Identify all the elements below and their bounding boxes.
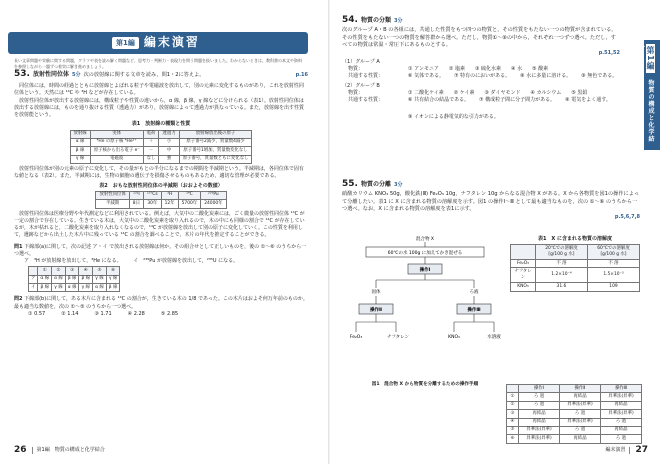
choice[interactable]: ③ ダイヤモンド bbox=[484, 89, 521, 96]
half-life-table bbox=[95, 191, 226, 209]
cell: 原子番号2減少，質量数4減少 bbox=[179, 138, 252, 146]
choice[interactable]: ⑥ 共有結合の結晶である。 bbox=[408, 97, 470, 104]
choice[interactable]: ④ 水 bbox=[511, 66, 523, 73]
th: 電荷 bbox=[143, 130, 159, 138]
cell: ナフタレン bbox=[511, 268, 536, 283]
th[interactable]: ⑤ bbox=[93, 267, 107, 275]
paragraph-3: 放射性同位体が別の元素の原子に変化して，その量がもとの半分になるまでの期間を半減期という。半減期は，各同位体で固有な値となる（表2）。また，半減期には，生物の細胞の遺伝子を損傷させるものもあるため，適切な管理が必要である。 bbox=[14, 166, 304, 180]
choice[interactable]: ⑦ 特有のにおいがある。 bbox=[454, 73, 511, 80]
question-time: 5分 bbox=[71, 72, 81, 78]
cell: γ 線 bbox=[79, 284, 93, 292]
choice[interactable]: ⑦ 構成粒子間に分子間力がある。 bbox=[479, 97, 556, 104]
node-filtrate: ろ液 bbox=[469, 290, 479, 295]
intro-text: 長い文章問題や実験に関する問題，グラフや表を読み解く問題など，思考力・判断力・表現力を問う問題を扱いました。わからないときは，教科書の本文や資料を参照しながら一題ずつ着実に解き進めましょう。 bbox=[14, 58, 302, 69]
cell: ろ 過 bbox=[519, 393, 560, 401]
cell: 12年 bbox=[161, 200, 178, 208]
cell: 31.6 bbox=[535, 283, 587, 291]
cell: イ bbox=[29, 284, 38, 292]
cell: ⑥ bbox=[507, 435, 519, 443]
left-footer bbox=[14, 444, 105, 457]
node-water: 水溶液 bbox=[487, 335, 501, 340]
cell: ろ 過 bbox=[600, 435, 641, 443]
table-row bbox=[70, 155, 252, 163]
th: 操作Ⅰ bbox=[519, 385, 560, 393]
statement-a: ア ³H が放射線を放出して，³He になる。 bbox=[24, 258, 122, 265]
th: ²³⁹Pu bbox=[201, 191, 226, 199]
group-a bbox=[342, 59, 640, 81]
cell: 原子番号1増加，質量数変化なし bbox=[179, 147, 252, 155]
choice[interactable]: ③ 1.71 bbox=[94, 310, 112, 317]
choice[interactable]: ⑤ 黒鉛 bbox=[571, 89, 588, 96]
row-label: 物質： bbox=[348, 89, 364, 96]
page-number: 26 bbox=[14, 445, 27, 455]
cell: 5700年 bbox=[178, 200, 201, 208]
table-row bbox=[511, 260, 640, 268]
group-label: （2）グループ B bbox=[342, 82, 380, 89]
cell: 中 bbox=[159, 147, 179, 155]
cell: 30年 bbox=[143, 200, 161, 208]
cell: － bbox=[143, 147, 159, 155]
statement-b: イ ²³⁹Pu が放射線を放出して，²³⁵U になる。 bbox=[133, 258, 239, 265]
choice[interactable]: ⑧ 電気をよく通す。 bbox=[565, 97, 611, 104]
operations-choice-block bbox=[506, 384, 642, 444]
node-op1: 操作Ⅰ bbox=[419, 268, 431, 273]
th: ³H bbox=[161, 191, 178, 199]
cell: 109 bbox=[587, 283, 639, 291]
th: ¹³⁷Cs bbox=[143, 191, 161, 199]
question-title: 物質の分類 bbox=[360, 17, 391, 24]
group-b bbox=[342, 83, 640, 122]
row-label: 物質： bbox=[348, 66, 364, 73]
th: 放射線 bbox=[70, 130, 90, 138]
th: 放射性同位体 bbox=[96, 191, 129, 199]
radiation-table bbox=[70, 130, 253, 165]
table-row[interactable] bbox=[507, 418, 642, 426]
table-row[interactable] bbox=[507, 401, 642, 409]
question-title: 放射性同位体 bbox=[32, 71, 69, 78]
th[interactable]: ② bbox=[52, 267, 66, 275]
node-step0: 60℃の水 100g に加えてかき混ぜる bbox=[387, 251, 463, 256]
question-time: 3分 bbox=[393, 182, 403, 188]
question-stem: 硝酸カリウム KNO₃ 50g，酸化鉄(Ⅲ) Fe₂O₃ 10g，ナフタレン 10g からなる混合物 X がある。X から各物質を図1の操作によって分離したい。表1 に X に含まれる物質の溶解度を示す。図1 の操作Ⅰ～Ⅲ として最も適当なものを，次の ①～⑥ のうちから一つ選べ。なお，X に含まれる物質の溶解度を表1に示す。 bbox=[342, 191, 640, 213]
th bbox=[507, 385, 519, 393]
cell: α 線 bbox=[52, 275, 66, 283]
th bbox=[511, 245, 536, 260]
choice[interactable]: ① 二酸化ケイ素 bbox=[408, 89, 444, 96]
cell: 電磁波 bbox=[90, 155, 143, 163]
question-stem: 次のグループ A・B の各組には，共通した性質をもつ四つの物質と，その性質をもたない一つの物質が含まれている。その性質をもたない一つの物質を解答群から選べ。ただし，物質①～⑨の中から，それぞれ一つずつ選べ。ただし，すべての物質は常温・常圧下にあるものとする。 bbox=[342, 27, 617, 49]
choice[interactable]: ⑨ 無色である。 bbox=[581, 73, 618, 80]
cell: ろ 過 bbox=[560, 410, 601, 418]
right-footer bbox=[605, 444, 648, 457]
cell: ろ 過 bbox=[600, 418, 641, 426]
cell: α 線 bbox=[38, 275, 52, 283]
chapter-side-tab bbox=[637, 40, 660, 150]
cell: 不 溶 bbox=[587, 260, 639, 268]
cell: ⑤ bbox=[507, 426, 519, 434]
choice[interactable]: ① アンモニア bbox=[408, 66, 439, 73]
cell: 再結晶 bbox=[600, 401, 641, 409]
cell: β 線 bbox=[79, 275, 93, 283]
cell: β 線 bbox=[70, 147, 90, 155]
table-row[interactable] bbox=[507, 393, 642, 401]
th: 透過力 bbox=[159, 130, 179, 138]
question-stem: 次の放射線に関する文章を読み，問1・2に答えよ。 bbox=[83, 72, 205, 78]
subquestion-label: 問2 bbox=[14, 296, 23, 303]
subquestion-1 bbox=[14, 244, 308, 293]
paragraph-1: 同位体には，時間の経過とともに放射線とよばれる粒子や電磁波を放出して，別の元素に変化するものがあり，これを放射性同位体という。天然には ¹⁴C や ³H などが存在している。 bbox=[14, 83, 304, 97]
cell: 不 溶 bbox=[535, 260, 587, 268]
table-row bbox=[96, 200, 226, 208]
cell: 再結晶 bbox=[560, 393, 601, 401]
choice[interactable]: ② 1.14 bbox=[61, 310, 79, 317]
question-number: 53. bbox=[14, 69, 30, 79]
th: 操作Ⅲ bbox=[600, 385, 641, 393]
th: 操作Ⅱ bbox=[560, 385, 601, 393]
subquestion-label: 問1 bbox=[14, 243, 23, 250]
cell: 再結晶 bbox=[560, 435, 601, 443]
solubility-table-block bbox=[510, 236, 640, 292]
cell: ① bbox=[507, 393, 519, 401]
group-label: （1）グループ A bbox=[342, 58, 380, 65]
right-page bbox=[330, 0, 660, 464]
cell: γ 線 bbox=[106, 275, 120, 283]
table-row bbox=[70, 138, 252, 146]
cell: β 線 bbox=[65, 275, 79, 283]
cell: 小 bbox=[159, 138, 179, 146]
cell: γ 線 bbox=[70, 155, 90, 163]
cell: 昇華法(昇華) bbox=[560, 401, 601, 409]
cell: ＋ bbox=[143, 138, 159, 146]
cell: γ 線 bbox=[93, 275, 107, 283]
cell: β 線 bbox=[38, 284, 52, 292]
cell: ア bbox=[29, 275, 38, 283]
cell: 再結晶 bbox=[600, 426, 641, 434]
cell: 1.5×10⁻³ bbox=[587, 268, 639, 283]
cell: 原子番号，質量数ともに変化なし bbox=[179, 155, 252, 163]
question-54 bbox=[342, 14, 640, 122]
th[interactable]: ① bbox=[38, 267, 52, 275]
cell: ろ 過 bbox=[560, 426, 601, 434]
table-caption: 表1 X に含まれる物質の溶解度 bbox=[537, 236, 613, 242]
th[interactable]: ⑥ bbox=[106, 267, 120, 275]
question-number: 55. bbox=[342, 179, 358, 189]
cell: α 線 bbox=[65, 284, 79, 292]
th[interactable]: ③ bbox=[65, 267, 79, 275]
question-title: 物質の分離 bbox=[360, 181, 391, 188]
th: 20℃での溶解度 [g/100 g 水] bbox=[535, 245, 587, 260]
question-53 bbox=[14, 68, 308, 318]
cell: 半減期 bbox=[96, 200, 129, 208]
table-row[interactable] bbox=[507, 426, 642, 434]
table2-caption: 表2 おもな放射性同位体の半減期（おおよその数値） bbox=[99, 182, 223, 189]
cell: 1.2×10⁻⁴ bbox=[535, 268, 587, 283]
side-tab-number: 第1編 bbox=[646, 46, 655, 71]
choice[interactable]: ⑧ 水に多量に溶ける。 bbox=[520, 73, 572, 80]
cell: 昇華法(昇華) bbox=[600, 410, 641, 418]
question-55 bbox=[342, 178, 640, 221]
cell: β 線 bbox=[106, 284, 120, 292]
cell: ろ 過 bbox=[519, 401, 560, 409]
table-row bbox=[511, 283, 640, 291]
table-row bbox=[29, 275, 120, 283]
cell: ⁴He の原子核 ⁴He²⁺ bbox=[90, 138, 143, 146]
cell: 再結晶 bbox=[519, 410, 560, 418]
subquestion-2 bbox=[14, 296, 308, 318]
cell: 昇華法(昇華) bbox=[519, 435, 560, 443]
answer-grid bbox=[28, 266, 120, 292]
row-label: 共通する性質： bbox=[348, 73, 384, 80]
cell: 原子核から出る電子 e⁻ bbox=[90, 147, 143, 155]
cell: ③ bbox=[507, 410, 519, 418]
th: 60℃での溶解度 [g/100 g 水] bbox=[587, 245, 639, 260]
question-time: 3分 bbox=[393, 18, 403, 24]
th: ¹⁴C bbox=[178, 191, 201, 199]
cell: ④ bbox=[507, 418, 519, 426]
choice[interactable]: ① 0.57 bbox=[28, 310, 46, 317]
section-banner bbox=[8, 32, 308, 54]
reference-link[interactable]: p.51,52 bbox=[598, 49, 620, 56]
separation-flowchart bbox=[346, 234, 504, 382]
node-fe2o3: Fe₂O₃ bbox=[349, 335, 363, 340]
cell: 強 bbox=[159, 155, 179, 163]
th: 実体 bbox=[90, 130, 143, 138]
node-op3: 操作Ⅲ bbox=[467, 308, 481, 313]
cell: なし bbox=[143, 155, 159, 163]
page-number: 27 bbox=[635, 445, 648, 455]
node-naphthalene: ナフタレン bbox=[386, 335, 410, 340]
cell: α 線 bbox=[70, 138, 90, 146]
reference-link[interactable]: p.5,6,7,8 bbox=[614, 213, 640, 220]
cell: 昇華法(昇華) bbox=[560, 418, 601, 426]
node-kno3: KNO₃ bbox=[448, 335, 460, 340]
banner-title: 編末演習 bbox=[143, 35, 200, 50]
footer-label: 第1編 物質の構成と化学結合 bbox=[32, 447, 105, 454]
operations-choice-table bbox=[506, 384, 642, 444]
choice[interactable]: ⑤ 2.85 bbox=[160, 310, 179, 317]
footer-label: 編末演習 bbox=[605, 447, 630, 454]
th: 放射線放出後の原子 bbox=[179, 130, 252, 138]
table-row[interactable] bbox=[507, 410, 642, 418]
cell: α 線 bbox=[93, 284, 107, 292]
cell: 8日 bbox=[129, 200, 143, 208]
subquestion-text: 下線部(b)に関して，ある木片に含まれる ¹⁴C の割合が，生きている木の 1/8 であった。この木片はおよそ何万年前のものか。最も適当な数値を，次の ①～⑤ のうちから一つ選べ。 bbox=[14, 296, 308, 310]
th[interactable]: ④ bbox=[79, 267, 93, 275]
table-row[interactable] bbox=[507, 435, 642, 443]
table-row bbox=[511, 268, 640, 283]
solubility-table bbox=[510, 244, 640, 291]
side-tab-text: 物質の構成と化学結合 bbox=[637, 44, 654, 143]
cell: ② bbox=[507, 401, 519, 409]
cell: 24000年 bbox=[201, 200, 226, 208]
node-solid: 固体 bbox=[371, 290, 381, 295]
cell: 昇華法(昇華) bbox=[600, 393, 641, 401]
table-row bbox=[70, 147, 252, 155]
table-row bbox=[29, 284, 120, 292]
cell: γ 線 bbox=[52, 284, 66, 292]
node-op2: 操作Ⅱ bbox=[370, 308, 382, 313]
paragraph-4: 放射性同位体は医療分野や年代測定などに利用されている。例えば，大気中の二酸化炭素には，ごく微量の放射性同位体 ¹⁴C が一定の割合で存在している。生きている木は，大気中の二酸化炭素を取り入れるので，木の中にも同様の割合で ¹⁴C が存在しているが，木が枯れると，二酸化炭素を取り入れなくなるので，¹⁴C が放射線を放出して別の原子に変化していく。この性質を利用して，遺跡などから出土した木片中に残っている ¹⁴C の割合を調べることで，木片の年代を推定することができる。 bbox=[14, 210, 305, 239]
banner-tag: 第1編 bbox=[112, 37, 139, 49]
subquestion-text: 下線部(a)に関して，次の記述 ア・イ で放出される放射線は何か。その組合せとして正しいものを，後の ①～⑥ のうちから一つ選べ。 bbox=[14, 243, 307, 257]
choice[interactable]: ④ 2.28 bbox=[127, 310, 145, 317]
cell: KNO₃ bbox=[511, 283, 536, 291]
th bbox=[29, 267, 38, 275]
cell: Fe₂O₃ bbox=[511, 260, 536, 268]
answer-choices bbox=[14, 311, 308, 318]
choice[interactable]: ② 塩素 bbox=[448, 66, 465, 73]
question-number: 54. bbox=[342, 15, 358, 25]
table1-caption: 表1 放射線の種類と性質 bbox=[131, 121, 191, 128]
cell: 昇華法(昇華) bbox=[519, 426, 560, 434]
choice[interactable]: ⑤ 酸素 bbox=[532, 66, 549, 73]
choice[interactable]: ② ケイ素 bbox=[453, 89, 475, 96]
figure-caption: 図1 混合物 X から物質を分離するための操作手順 bbox=[371, 382, 479, 387]
choice[interactable]: ⑨ イオンによる静電気的な引力がある。 bbox=[408, 114, 499, 121]
choice[interactable]: ⑥ 気体である。 bbox=[408, 73, 445, 80]
choice[interactable]: ④ カルシウム bbox=[530, 89, 562, 96]
node-mixture: 混合物 X bbox=[415, 237, 435, 242]
cell: 再結晶 bbox=[519, 418, 560, 426]
choice[interactable]: ③ 硫化水素 bbox=[474, 66, 502, 73]
row-label: 共通する性質： bbox=[348, 97, 384, 104]
th: ¹³¹I bbox=[129, 191, 143, 199]
reference-link[interactable]: p.16 bbox=[295, 72, 308, 78]
paragraph-2: 放射性同位体が放出する放射線には，構成粒子や性質の違いから，α 線，β 線，γ 線などに分けられる（表1）。放射性同位体は放出する放射線には，ものを通り抜ける性質（透過力）があり，放射線によって透過力が異なっている。また，放射線を出す性質を放射能という。 bbox=[14, 97, 305, 119]
